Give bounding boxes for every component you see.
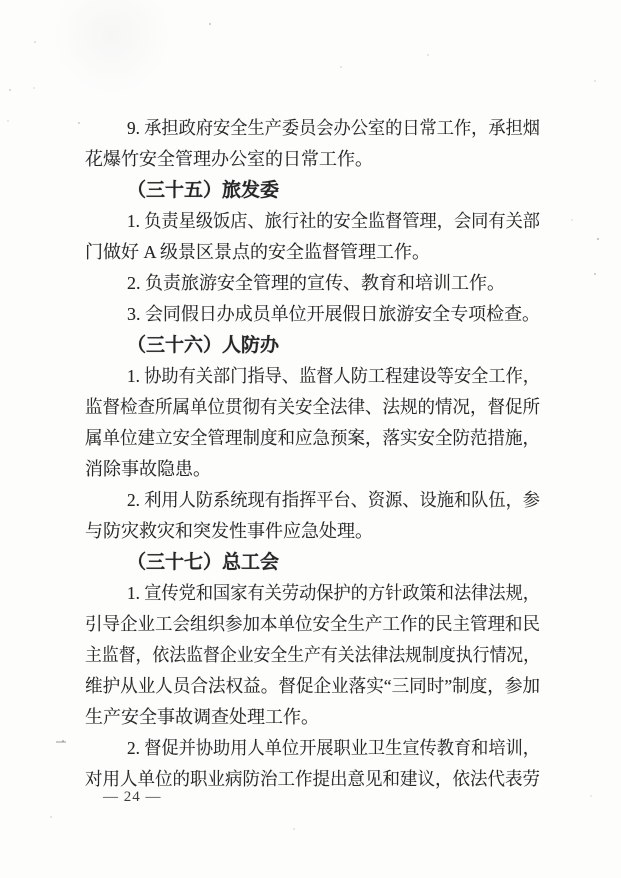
text-line bbox=[85, 733, 540, 764]
text-line-content: 引导企业工会组织参加本单位安全生产工作的民主管理和民 bbox=[85, 614, 540, 634]
scan-noise bbox=[0, 0, 2, 2]
text-line bbox=[85, 268, 540, 299]
text-line-content: 与防灾救灾和突发性事件应急处理。 bbox=[85, 521, 373, 541]
text-line bbox=[85, 144, 540, 175]
text-line-content: （三十六）人防办 bbox=[127, 335, 280, 356]
document-body bbox=[85, 113, 540, 795]
text-line-content: 属单位建立安全管理制度和应急预案，落实安全防范措施， bbox=[85, 428, 540, 448]
text-line-content: 门做好 A 级景区景点的安全监督管理工作。 bbox=[85, 242, 431, 262]
text-line-content: 主监督，依法监督企业安全生产有关法律法规制度执行情况， bbox=[85, 645, 540, 665]
text-line-content: 3. 会同假日办成员单位开展假日旅游安全专项检查。 bbox=[127, 304, 540, 324]
text-line bbox=[85, 206, 540, 237]
text-line-content: 维护从业人员合法权益。督促企业落实“三同时”制度，参加 bbox=[85, 676, 540, 696]
text-line-content: 消除事故隐患。 bbox=[85, 459, 211, 479]
text-line-content: 1. 宣传党和国家有关劳动保护的方针政策和法律法规， bbox=[127, 583, 540, 603]
text-line-content: 1. 负责星级饭店、旅行社的安全监督管理，会同有关部 bbox=[127, 211, 540, 231]
text-line-content: 监督检查所属单位贯彻有关安全法律、法规的情况，督促所 bbox=[85, 397, 540, 417]
text-line-content: 2. 负责旅游安全管理的宣传、教育和培训工作。 bbox=[127, 273, 505, 293]
text-line bbox=[85, 175, 540, 206]
text-line-content: 对用人单位的职业病防治工作提出意见和建议，依法代表劳 bbox=[85, 769, 540, 789]
text-line-content: （三十五）旅发委 bbox=[127, 180, 280, 201]
text-line bbox=[85, 485, 540, 516]
text-line-content: 9. 承担政府安全生产委员会办公室的日常工作，承担烟 bbox=[127, 118, 540, 138]
text-line bbox=[85, 237, 540, 268]
text-line bbox=[85, 454, 540, 485]
text-line bbox=[85, 671, 540, 702]
text-line bbox=[85, 113, 540, 144]
text-line bbox=[85, 547, 540, 578]
text-line-content: 2. 督促并协助用人单位开展职业卫生宣传教育和培训， bbox=[127, 738, 540, 758]
text-line bbox=[85, 609, 540, 640]
text-line-content: 生产安全事故调查处理工作。 bbox=[85, 707, 319, 727]
text-line bbox=[85, 330, 540, 361]
text-line bbox=[85, 578, 540, 609]
text-line-content: 2. 利用人防系统现有指挥平台、资源、设施和队伍，参 bbox=[127, 490, 540, 510]
text-line bbox=[85, 423, 540, 454]
text-line-content: 花爆竹安全管理办公室的日常工作。 bbox=[85, 149, 373, 169]
page-number: — 24 — bbox=[103, 789, 162, 805]
text-line-content: （三十七）总工会 bbox=[127, 552, 280, 573]
text-line-content: 1. 协助有关部门指导、监督人防工程建设等安全工作， bbox=[127, 366, 540, 386]
text-line bbox=[85, 702, 540, 733]
text-line bbox=[85, 516, 540, 547]
text-line bbox=[85, 299, 540, 330]
text-line bbox=[85, 640, 540, 671]
text-line bbox=[85, 361, 540, 392]
scan-noise-dash bbox=[56, 741, 66, 743]
text-line bbox=[85, 392, 540, 423]
